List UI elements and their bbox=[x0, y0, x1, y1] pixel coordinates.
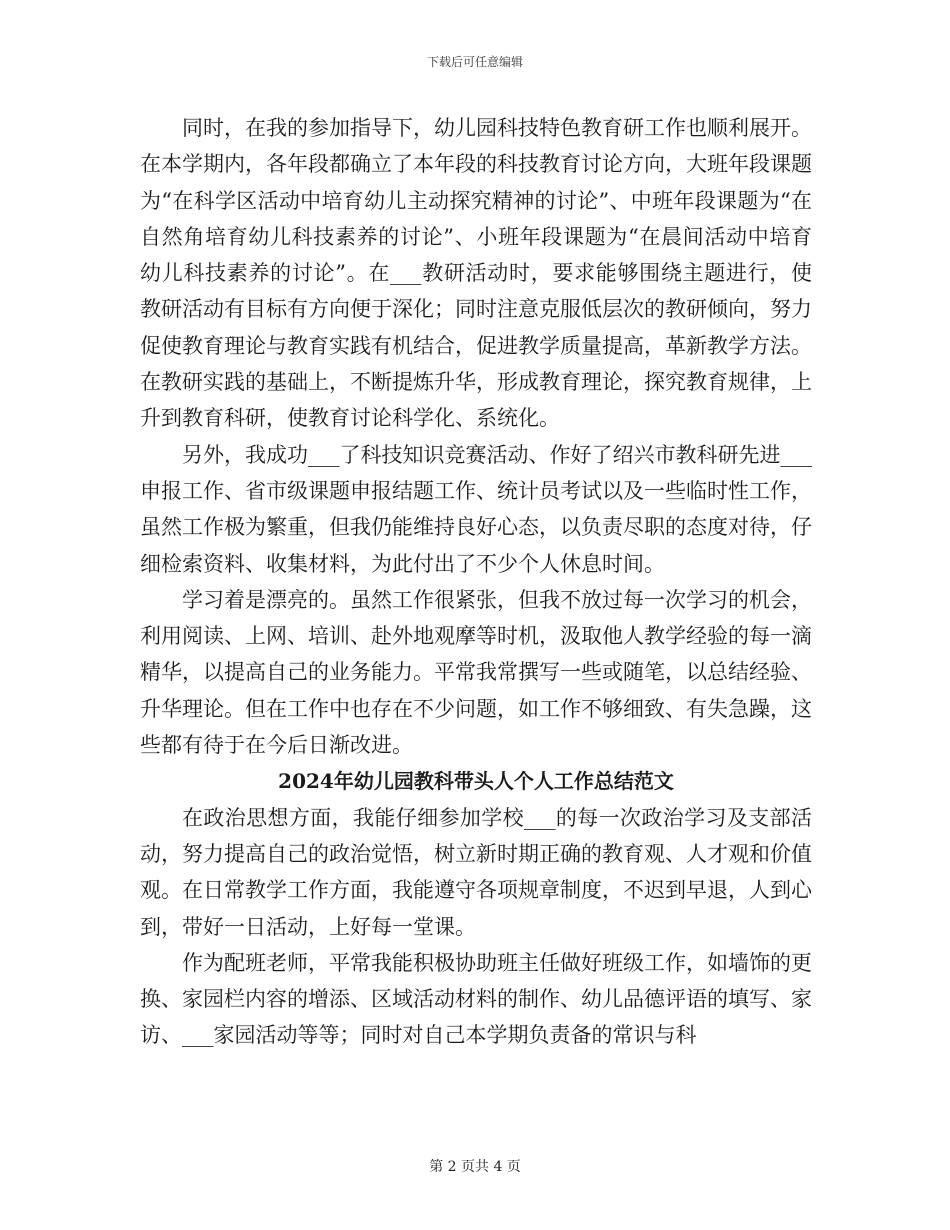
paragraph: 学习着是漂亮的。虽然工作很紧张，但我不放过每一次学习的机会，利用阅读、上网、培训、赴外地观摩等时机，汲取他人教学经验的每一滴精华，以提高自己的业务能力。平常我常撰写一些或随笔，以总结经验、升华理论。但在工作中也存在不少问题，如工作不够细致、有失急躁，这些都有待于在今后日渐改进。 bbox=[140, 587, 812, 758]
page-footer: 第 2 页共 4 页 bbox=[429, 1159, 521, 1175]
section-title: 2024年幼儿园教科带头人个人工作总结范文 bbox=[278, 769, 674, 794]
page-header: 下载后可任意编辑 bbox=[426, 55, 523, 69]
document-body bbox=[140, 110, 812, 1054]
paragraph: 在政治思想方面，我能仔细参加学校___的每一次政治学习及支部活动，努力提高自己的政治觉悟，树立新时期正确的教育观、人才观和价值观。在日常教学工作方面，我能遵守各项规章制度，不迟到早退，人到心到，带好一日活动，上好每一堂课。 bbox=[140, 805, 812, 939]
paragraph: 作为配班老师，平常我能积极协助班主任做好班级工作，如墙饰的更换、家园栏内容的增添、区域活动材料的制作、幼儿品德评语的填写、家访、___家园活动等等；同时对自己本学期负责备的常识与科 bbox=[140, 950, 812, 1048]
paragraph: 另外，我成功___了科技知识竞赛活动、作好了绍兴市教科研先进___申报工作、省市级课题申报结题工作、统计员考试以及一些临时性工作，虽然工作极为繁重，但我仍能维持良好心态，以负责尽职的态度对待，仔细检索资料、收集材料，为此付出了不少个人休息时间。 bbox=[140, 442, 812, 576]
paragraph: 同时，在我的参加指导下，幼儿园科技特色教育研工作也顺利展开。在本学期内，各年段都确立了本年段的科技教育讨论方向，大班年段课题为“在科学区活动中培育幼儿主动探究精神的讨论”、中班年段课题为“在自然角培育幼儿科技素养的讨论”、小班年段课题为“在晨间活动中培育幼儿科技素养的讨论”。在___教研活动时，要求能够围绕主题进行，使教研活动有目标有方向便于深化；同时注意克服低层次的教研倾向，努力促使教育理论与教育实践有机结合，促进教学质量提高，革新教学方法。在教研实践的基础上，不断提炼升华，形成教育理论，探究教育规律，上升到教育科研，使教育讨论科学化、系统化。 bbox=[140, 116, 812, 431]
